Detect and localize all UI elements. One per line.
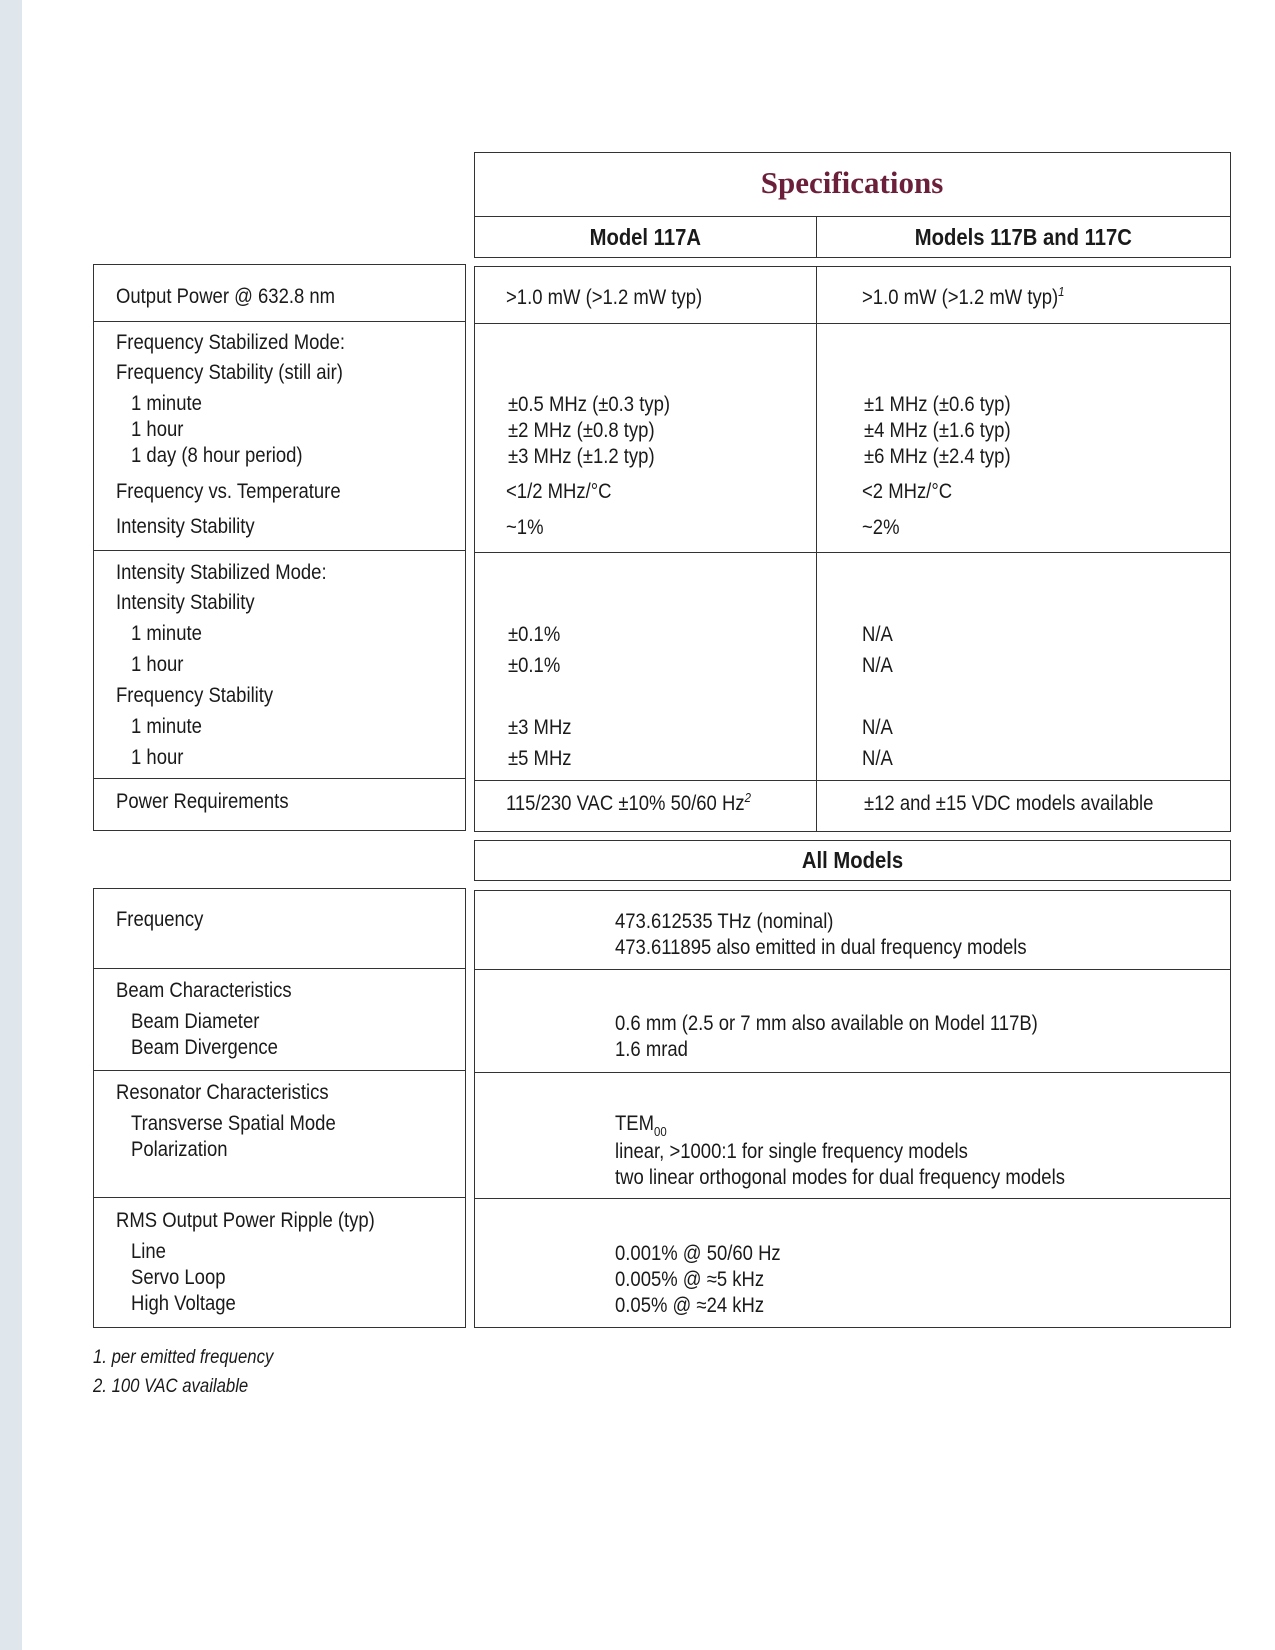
freq-stab-hour-117a: ±2 MHz (±0.8 typ): [508, 419, 655, 442]
freq-vs-temp-label: Frequency vs. Temperature: [116, 480, 341, 503]
int-stab-minute-117bc: N/A: [862, 623, 893, 646]
int-stab-minute-label: 1 minute: [131, 622, 202, 645]
ripple-servo-label: Servo Loop: [131, 1266, 226, 1289]
freq-stab-minute-117a: ±0.5 MHz (±0.3 typ): [508, 393, 671, 416]
frequency-value-2: 473.611895 also emitted in dual frequency models: [615, 936, 1027, 959]
int-mode-freq-hour-label: 1 hour: [131, 746, 184, 769]
polarization-label: Polarization: [131, 1138, 228, 1161]
spec-title: Specifications: [760, 165, 944, 200]
beam-divergence-value: 1.6 mrad: [615, 1038, 688, 1061]
freq-vs-temp-117a: <1/2 MHz/°C: [506, 480, 612, 503]
int-mode-freq-hour-117bc: N/A: [862, 747, 893, 770]
int-stab-subheading: Intensity Stability: [116, 591, 255, 614]
power-req-label: Power Requirements: [116, 790, 289, 813]
beam-divergence-label: Beam Divergence: [131, 1036, 278, 1059]
int-stab-hour-117bc: N/A: [862, 654, 893, 677]
beam-diameter-label: Beam Diameter: [131, 1010, 260, 1033]
freq-stab-hour-117bc: ±4 MHz (±1.6 typ): [864, 419, 1011, 442]
int-stab-minute-117a: ±0.1%: [508, 623, 561, 646]
ripple-servo-value: 0.005% @ ≈5 kHz: [615, 1268, 765, 1291]
footnote-1: 1. per emitted frequency: [93, 1347, 274, 1368]
freq-stab-day-117bc: ±6 MHz (±2.4 typ): [864, 445, 1011, 468]
power-req-117bc: ±12 and ±15 VDC models available: [864, 792, 1154, 815]
freq-stab-minute-117bc: ±1 MHz (±0.6 typ): [864, 393, 1011, 416]
output-power-117bc: >1.0 mW (>1.2 mW typ)$^1$: [862, 284, 1065, 309]
power-req-117a: 115/230 VAC ±10% 50/60 Hz$^2$: [506, 790, 751, 815]
freq-stab-minute-label: 1 minute: [131, 392, 202, 415]
beam-diameter-value: 0.6 mm (2.5 or 7 mm also available on Model 117B): [615, 1012, 1038, 1035]
frequency-value-1: 473.612535 THz (nominal): [615, 910, 834, 933]
freq-stab-hour-label: 1 hour: [131, 418, 184, 441]
transverse-mode-label: Transverse Spatial Mode: [131, 1112, 336, 1135]
col-header-117bc: Models 117B and 117C: [914, 224, 1133, 250]
frequency-label: Frequency: [116, 908, 204, 931]
freq-stab-mode-heading: Frequency Stabilized Mode:: [116, 331, 346, 354]
int-mode-freq-stab-label: Frequency Stability: [116, 684, 274, 707]
output-power-label: Output Power @ 632.8 nm: [116, 285, 336, 308]
value-box-models: [474, 266, 1231, 832]
int-stab-mode-heading: Intensity Stabilized Mode:: [116, 561, 327, 584]
beam-label: Beam Characteristics: [116, 979, 292, 1002]
transverse-mode-value: $TEM_{00}$: [615, 1112, 667, 1139]
polarization-value-1: linear, >1000:1 for single frequency models: [615, 1140, 968, 1163]
int-mode-freq-minute-117bc: N/A: [862, 716, 893, 739]
freq-vs-temp-117bc: <2 MHz/°C: [862, 480, 953, 503]
ripple-hv-value: 0.05% @ ≈24 kHz: [615, 1294, 765, 1317]
footnote-2: 2. 100 VAC available: [93, 1376, 249, 1397]
ripple-line-value: 0.001% @ 50/60 Hz: [615, 1242, 781, 1265]
ripple-line-label: Line: [131, 1240, 166, 1263]
output-power-117a: >1.0 mW (>1.2 mW typ): [506, 286, 703, 309]
ripple-hv-label: High Voltage: [131, 1292, 236, 1315]
intensity-stability-label: Intensity Stability: [116, 515, 255, 538]
ripple-label: RMS Output Power Ripple (typ): [116, 1209, 375, 1232]
int-mode-freq-minute-label: 1 minute: [131, 715, 202, 738]
page-left-edge: [0, 0, 22, 1650]
int-stab-hour-label: 1 hour: [131, 653, 184, 676]
resonator-label: Resonator Characteristics: [116, 1081, 329, 1104]
freq-stab-day-117a: ±3 MHz (±1.2 typ): [508, 445, 655, 468]
intensity-stability-117bc: ~2%: [862, 516, 900, 539]
intensity-stability-117a: ~1%: [506, 516, 544, 539]
col-header-117a: Model 117A: [589, 224, 701, 250]
all-models-header: All Models: [801, 847, 904, 873]
freq-stab-day-label: 1 day (8 hour period): [131, 444, 303, 467]
int-mode-freq-hour-117a: ±5 MHz: [508, 747, 572, 770]
int-stab-hour-117a: ±0.1%: [508, 654, 561, 677]
polarization-value-2: two linear orthogonal modes for dual frequency models: [615, 1166, 1065, 1189]
freq-stab-subheading: Frequency Stability (still air): [116, 361, 343, 384]
int-mode-freq-minute-117a: ±3 MHz: [508, 716, 572, 739]
